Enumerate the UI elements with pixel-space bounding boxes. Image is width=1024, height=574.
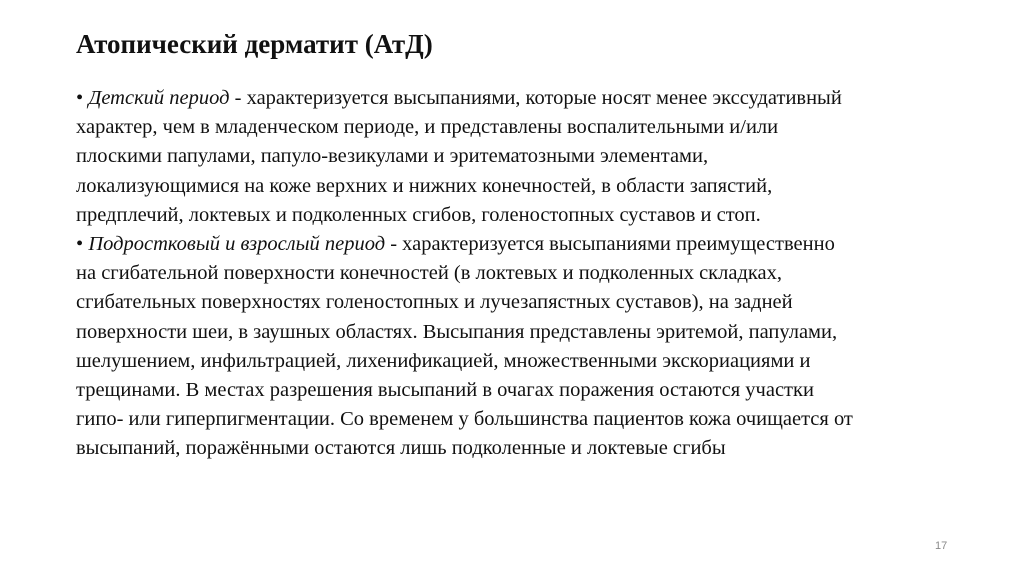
bullet-2-term: Подростковый и взрослый период [88,233,386,256]
bullet-1-text: - характеризуется высыпаниями, которые носят менее экссудативный [229,87,842,109]
bullet-2-line-6: трещинами. В местах разрешения высыпаний в очагах поражения остаются участки [76,379,814,402]
bullet-1-line-2: характер, чем в младенческом периоде, и представлены воспалительными и/или [76,116,779,139]
slide-title: Атопический дерматит (АтД) [76,29,433,59]
bullet-1-line-1 [76,84,976,113]
bullet-1-term: Детский период [88,87,230,109]
bullet-1-line-4: локализующимися на коже верхних и нижних конечностей, в области запястий, [76,174,773,197]
bullet-2-line-5: шелушением, инфильтрацией, лихенификацией, множественными экскориациями и [76,349,811,372]
bullet-1-line-3: плоскими папулами, папуло-везикулами и эритематозными элементами, [76,145,709,168]
bullet-1-line-5: предплечий, локтевых и подколенных сгибов, голеностопных суставов и стоп. [76,203,761,226]
bullet-2-text: - характеризуется высыпаниями преимущественно [385,233,835,256]
bullet-2-line-1 [76,230,976,259]
bullet-1-marker: • [76,87,89,109]
slide-body [76,84,976,464]
bullet-2-line-7: гипо- или гиперпигментации. Со временем у большинства пациентов кожа очищается от [76,408,853,431]
bullet-2-line-4: поверхности шеи, в заушных областях. Высыпания представлены эритемой, папулами, [76,320,838,343]
bullet-2-line-3: сгибательных поверхностях голеностопных и лучезапястных суставов), на задней [76,291,793,314]
bullet-2-line-2: на сгибательной поверхности конечностей (в локтевых и подколенных складках, [76,262,783,285]
bullet-2-marker: • [76,233,89,256]
bullet-2-line-8: высыпаний, поражёнными остаются лишь подколенные и локтевые сгибы [76,437,726,460]
page-number: 17 [935,540,948,552]
